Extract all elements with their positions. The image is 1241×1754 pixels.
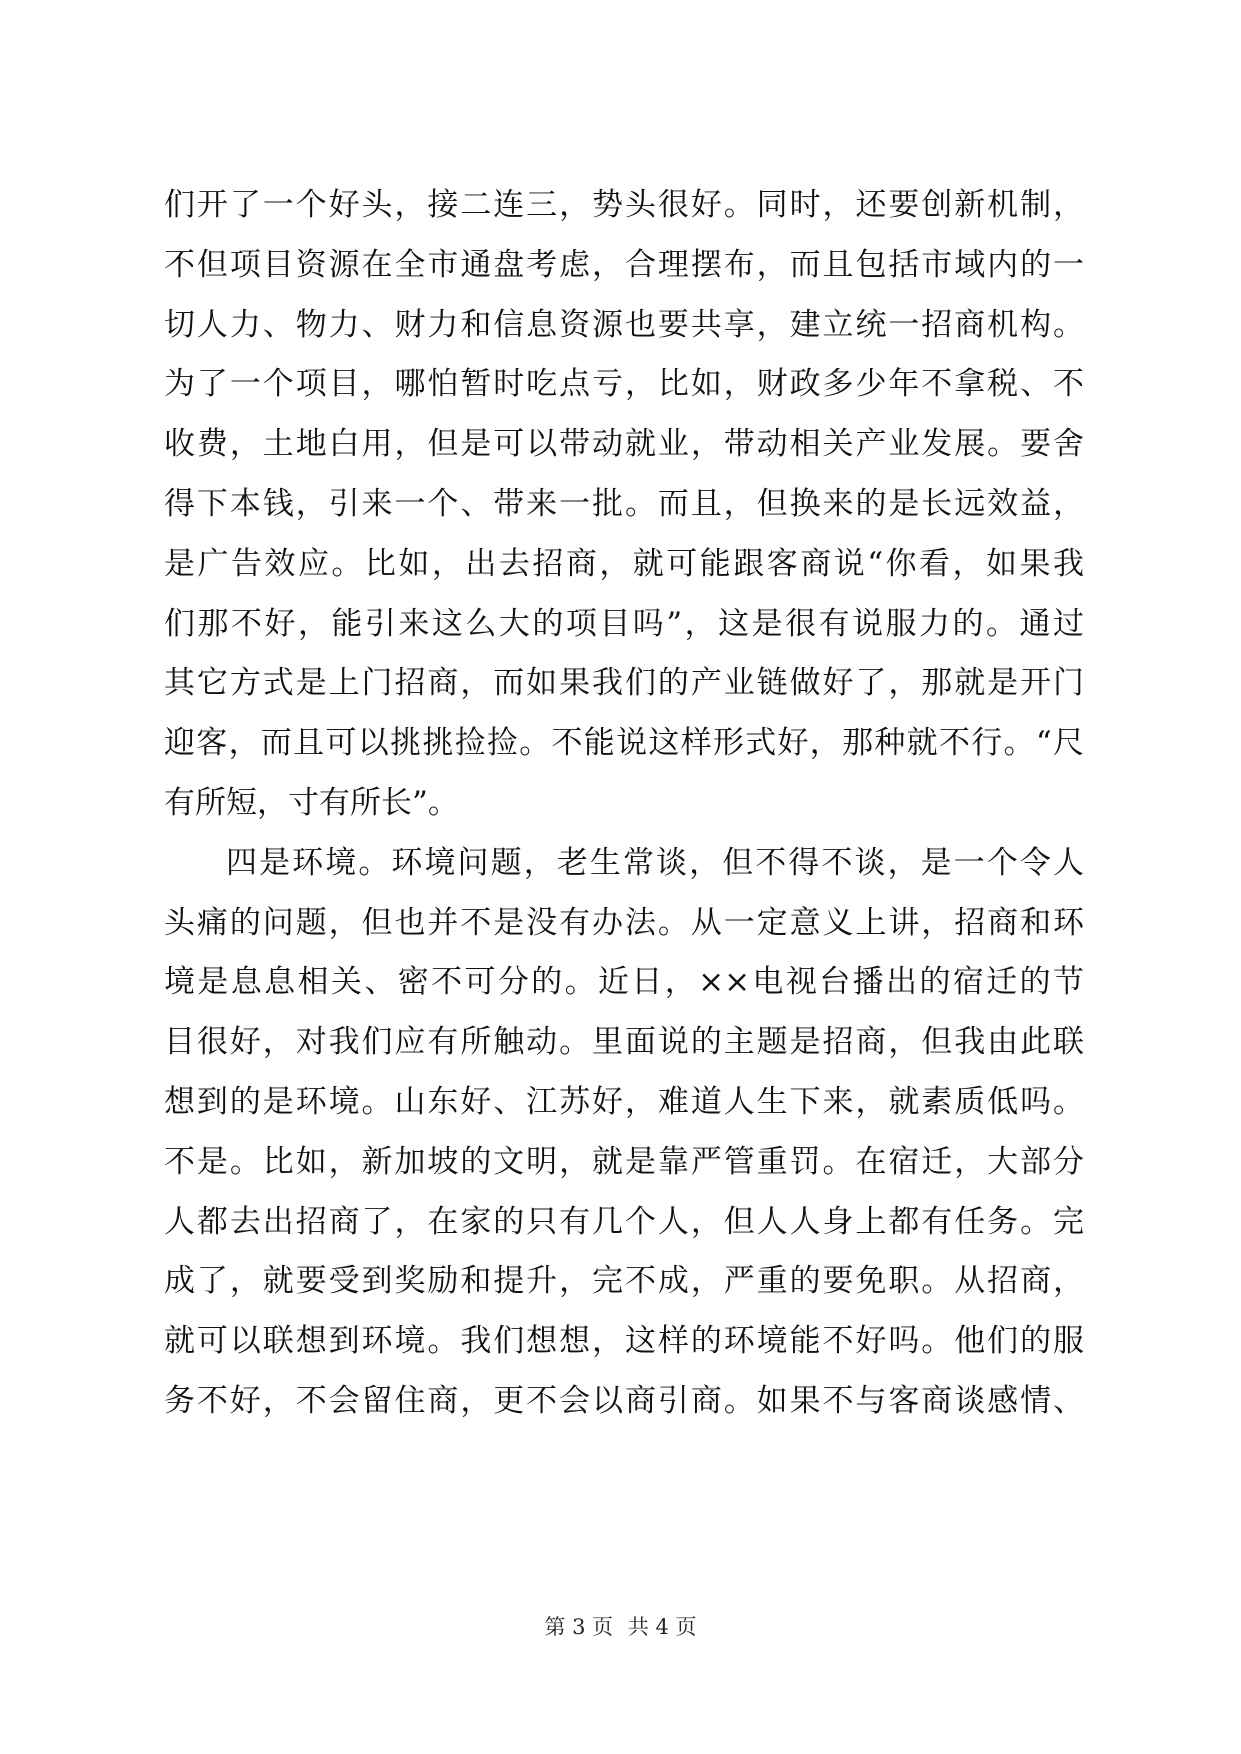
text-line: 有所短，寸有所长”。 [164, 784, 459, 821]
page-number: 第 3 页 [544, 1615, 614, 1639]
text-line: 迎客，而且可以挑挑捡捡。不能说这样形式好，那种就不行。“尺 [164, 725, 1084, 762]
text-line: 成了，就要受到奖励和提升，完不成，严重的要免职。从招商， [164, 1263, 1084, 1300]
text-line: 为了一个项目，哪怕暂时吃点亏，比如，财政多少年不拿税、不 [164, 366, 1084, 403]
text-line: 收费，土地白用，但是可以带动就业，带动相关产业发展。要舍 [164, 426, 1084, 463]
text-line: 目很好，对我们应有所触动。里面说的主题是招商，但我由此联 [164, 1024, 1084, 1061]
text-line: 不但项目资源在全市通盘考虑，合理摆布，而且包括市域内的一 [164, 246, 1084, 283]
text-line: 是广告效应。比如，出去招商，就可能跟客商说“你看，如果我 [164, 545, 1084, 582]
text-line: 其它方式是上门招商，而如果我们的产业链做好了，那就是开门 [164, 665, 1084, 702]
text-line: 切人力、物力、财力和信息资源也要共享，建立统一招商机构。 [164, 306, 1084, 343]
document-body [164, 176, 1084, 1432]
text-line: 得下本钱，引来一个、带来一批。而且，但换来的是长远效益， [164, 485, 1084, 522]
text-line: 就可以联想到环境。我们想想，这样的环境能不好吗。他们的服 [164, 1323, 1084, 1360]
text-line: 人都去出招商了，在家的只有几个人，但人人身上都有任务。完 [164, 1203, 1084, 1240]
text-line: 们那不好，能引来这么大的项目吗”，这是很有说服力的。通过 [164, 605, 1084, 642]
text-line: 们开了一个好头，接二连三，势头很好。同时，还要创新机制， [164, 187, 1084, 223]
paragraph-first-line: 四是环境。环境问题，老生常谈，但不得不谈，是一个令人 [226, 844, 1084, 881]
text-line: 境是息息相关、密不可分的。近日，××电视台播出的宿迁的节 [164, 964, 1084, 1001]
text-line: 务不好，不会留住商，更不会以商引商。如果不与客商谈感情、 [164, 1382, 1084, 1419]
page-footer [0, 1613, 1241, 1641]
text-line: 想到的是环境。山东好、江苏好，难道人生下来，就素质低吗。 [164, 1083, 1084, 1120]
text-line: 不是。比如，新加坡的文明，就是靠严管重罚。在宿迁，大部分 [164, 1143, 1084, 1180]
page-total: 共 4 页 [627, 1615, 697, 1639]
text-line: 头痛的问题，但也并不是没有办法。从一定意义上讲，招商和环 [164, 904, 1084, 941]
